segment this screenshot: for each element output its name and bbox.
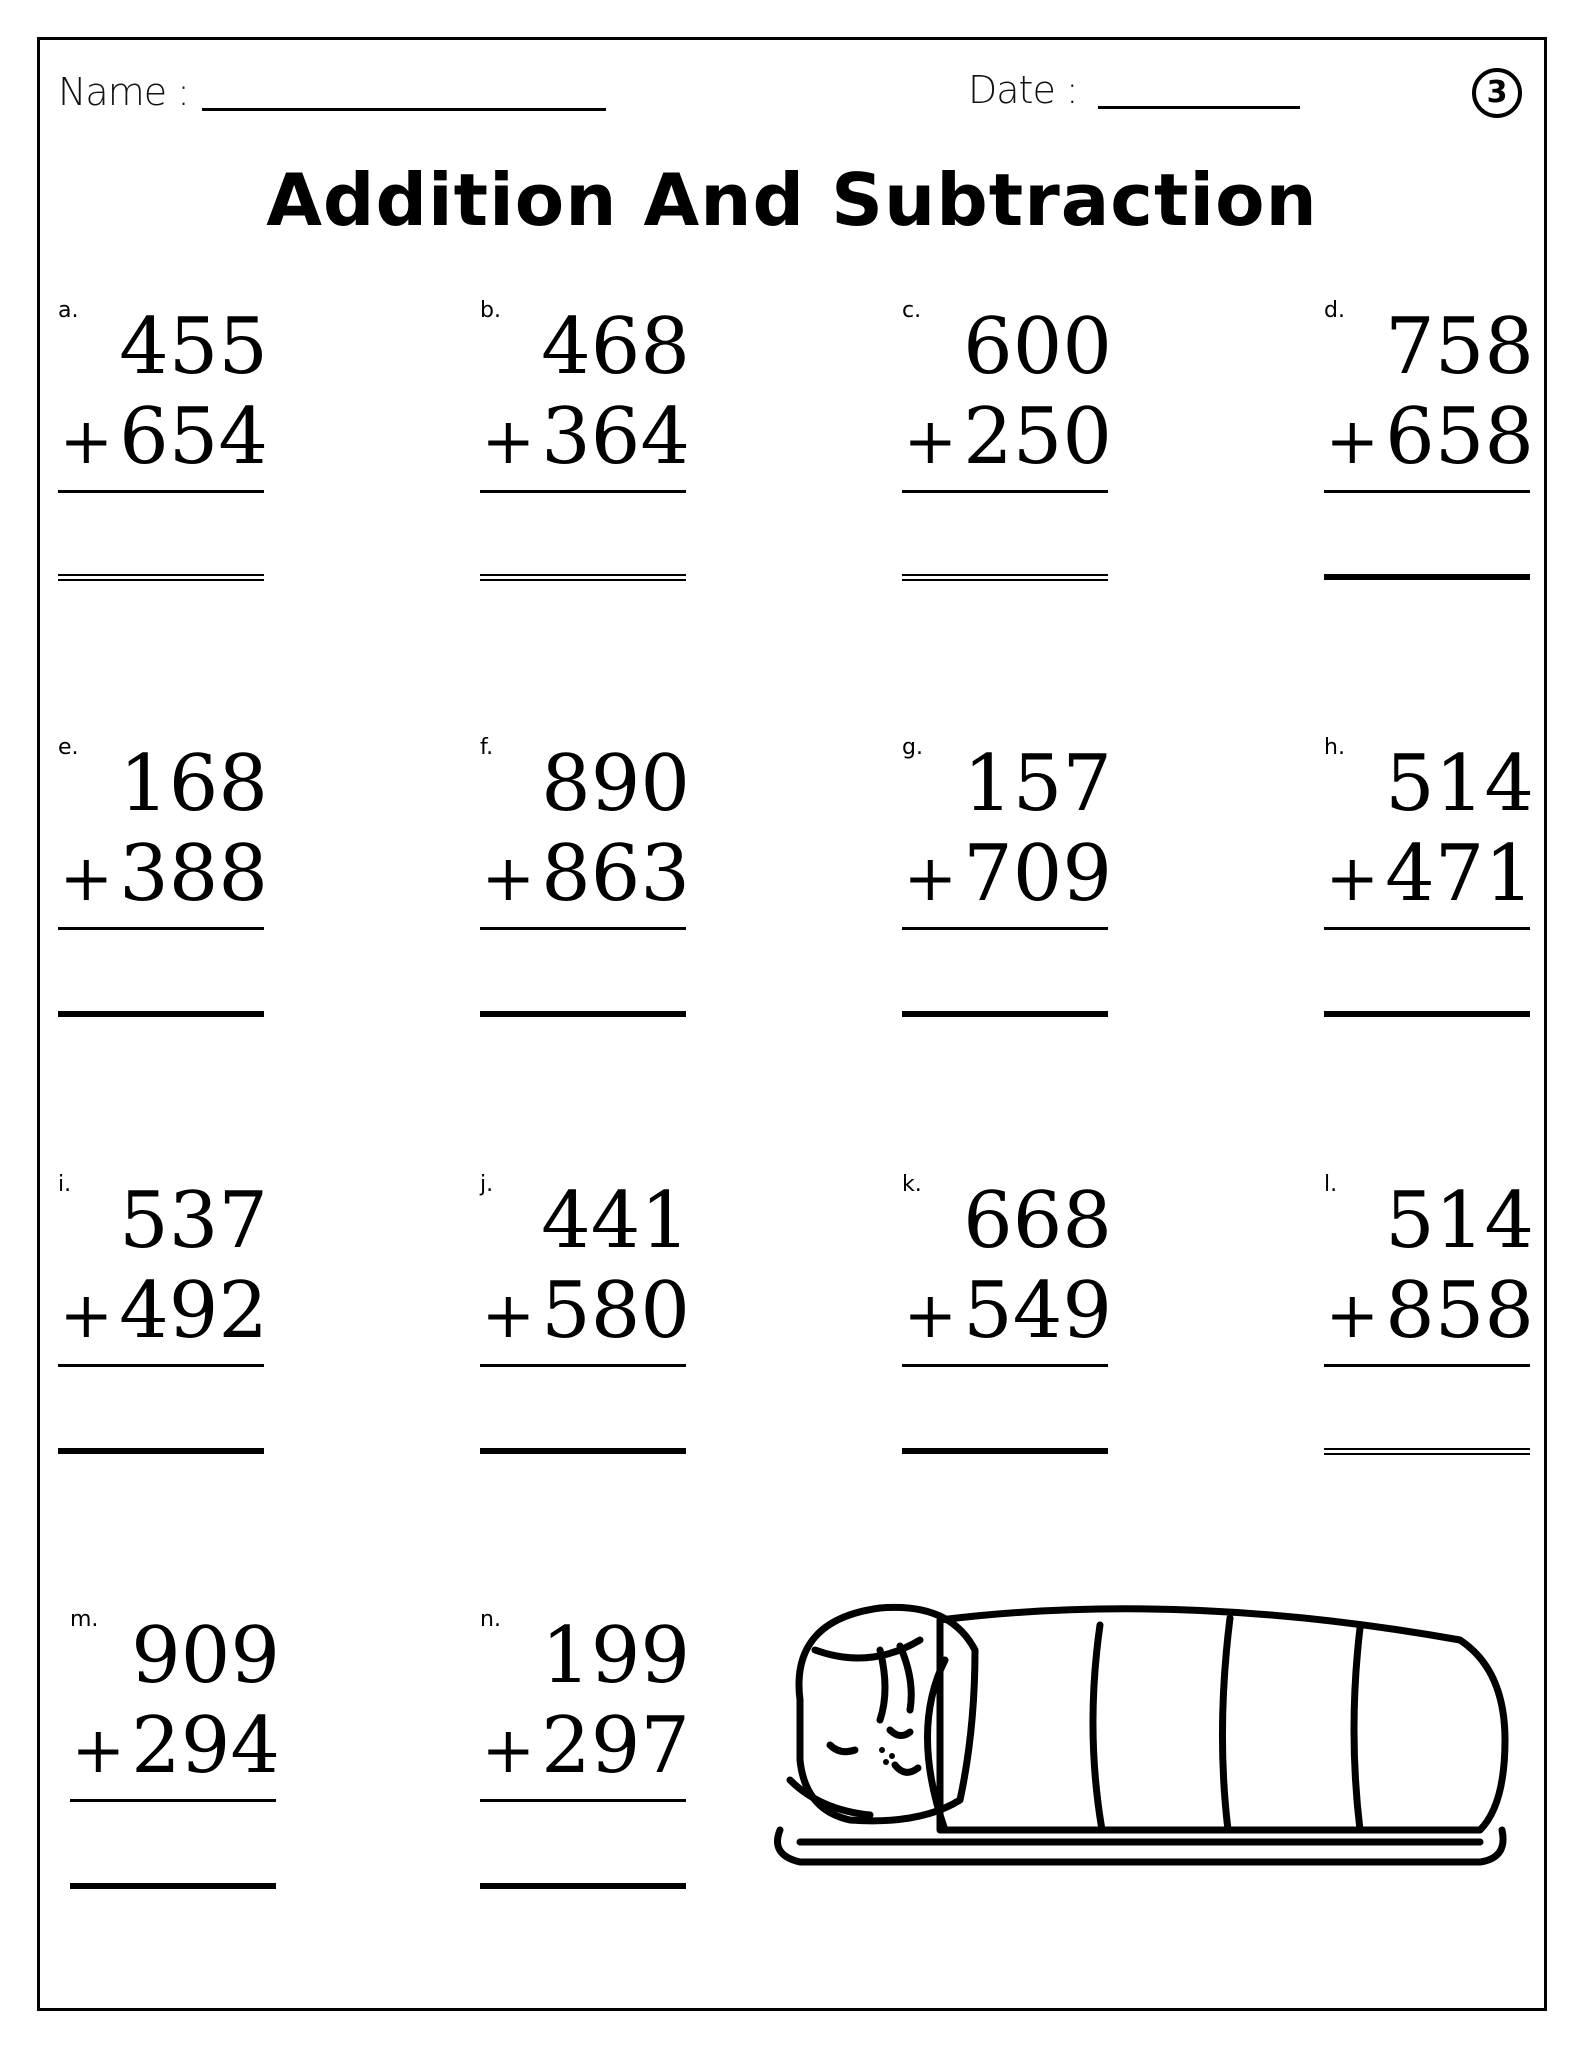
answer-line[interactable] <box>902 574 1108 576</box>
plus-sign: + <box>59 1279 114 1353</box>
first-addend: 668 <box>963 1176 1112 1266</box>
sum-rule <box>58 1364 264 1367</box>
sum-rule <box>902 927 1108 930</box>
problem-k <box>902 1172 1112 1502</box>
plus-sign: + <box>481 1279 536 1353</box>
plus-sign: + <box>481 842 536 916</box>
sum-rule <box>902 490 1108 493</box>
problem-label: k. <box>902 1172 922 1197</box>
date-label: Date : <box>968 68 1078 112</box>
date-field[interactable] <box>1098 106 1300 109</box>
problem-j <box>480 1172 690 1502</box>
problem-label: i. <box>58 1172 72 1197</box>
sum-rule <box>480 927 686 930</box>
answer-line[interactable] <box>58 1448 264 1454</box>
first-addend: 199 <box>541 1611 690 1701</box>
name-label: Name : <box>58 70 189 114</box>
answer-line[interactable] <box>58 1011 264 1017</box>
answer-line[interactable] <box>480 574 686 576</box>
first-addend: 441 <box>541 1176 690 1266</box>
answer-line[interactable] <box>70 1883 276 1889</box>
problem-b <box>480 298 690 628</box>
problem-label: c. <box>902 298 922 323</box>
answer-line[interactable] <box>1324 574 1530 580</box>
sum-rule <box>480 490 686 493</box>
problem-label: g. <box>902 735 923 760</box>
answer-line[interactable] <box>902 1011 1108 1017</box>
sum-rule <box>902 1364 1108 1367</box>
plus-sign: + <box>59 405 114 479</box>
problem-f <box>480 735 690 1065</box>
answer-line[interactable] <box>480 1011 686 1017</box>
second-addend: 858 <box>1385 1266 1534 1356</box>
problem-d <box>1324 298 1534 628</box>
first-addend: 514 <box>1385 1176 1534 1266</box>
answer-line[interactable] <box>58 574 264 576</box>
problem-a <box>58 298 268 628</box>
answer-line[interactable] <box>480 1883 686 1889</box>
plus-sign: + <box>1325 1279 1380 1353</box>
plus-sign: + <box>1325 842 1380 916</box>
answer-line[interactable] <box>1324 1448 1530 1450</box>
problem-label: f. <box>480 735 494 760</box>
problem-label: j. <box>480 1172 494 1197</box>
first-addend: 157 <box>963 739 1112 829</box>
name-field[interactable] <box>202 108 606 111</box>
second-addend: 471 <box>1385 829 1534 919</box>
sum-rule <box>1324 1364 1530 1367</box>
second-addend: 364 <box>541 392 690 482</box>
second-addend: 654 <box>119 392 268 482</box>
first-addend: 758 <box>1385 302 1534 392</box>
sum-rule <box>1324 490 1530 493</box>
first-addend: 468 <box>541 302 690 392</box>
first-addend: 537 <box>119 1176 268 1266</box>
sum-rule <box>58 490 264 493</box>
first-addend: 514 <box>1385 739 1534 829</box>
plus-sign: + <box>71 1714 126 1788</box>
answer-line[interactable] <box>480 1448 686 1454</box>
page-title: Addition And Subtraction <box>266 158 1318 242</box>
second-addend: 492 <box>119 1266 268 1356</box>
problem-g <box>902 735 1112 1065</box>
problem-e <box>58 735 268 1065</box>
second-addend: 388 <box>119 829 268 919</box>
problem-n <box>480 1607 690 1937</box>
sum-rule <box>1324 927 1530 930</box>
problem-label: l. <box>1324 1172 1338 1197</box>
second-addend: 297 <box>541 1701 690 1791</box>
first-addend: 909 <box>131 1611 280 1701</box>
sum-rule <box>58 927 264 930</box>
plus-sign: + <box>481 1714 536 1788</box>
sum-rule <box>480 1364 686 1367</box>
first-addend: 168 <box>119 739 268 829</box>
plus-sign: + <box>1325 405 1380 479</box>
child-in-sleeping-bag-icon <box>760 1580 1520 1880</box>
second-addend: 863 <box>541 829 690 919</box>
sum-rule <box>480 1799 686 1802</box>
problem-label: b. <box>480 298 501 323</box>
second-addend: 709 <box>963 829 1112 919</box>
freckles <box>879 1747 895 1765</box>
plus-sign: + <box>903 405 958 479</box>
answer-line[interactable] <box>1324 1011 1530 1017</box>
second-addend: 294 <box>131 1701 280 1791</box>
first-addend: 890 <box>541 739 690 829</box>
problem-label: e. <box>58 735 79 760</box>
problem-label: h. <box>1324 735 1345 760</box>
plus-sign: + <box>481 405 536 479</box>
answer-line[interactable] <box>902 1448 1108 1454</box>
first-addend: 455 <box>119 302 268 392</box>
second-addend: 549 <box>963 1266 1112 1356</box>
problem-l <box>1324 1172 1534 1502</box>
problem-label: d. <box>1324 298 1345 323</box>
problem-c <box>902 298 1112 628</box>
sum-rule <box>70 1799 276 1802</box>
problem-label: n. <box>480 1607 501 1632</box>
first-addend: 600 <box>963 302 1112 392</box>
page-number-badge: 3 <box>1472 68 1522 118</box>
problem-m <box>70 1607 280 1937</box>
second-addend: 580 <box>541 1266 690 1356</box>
problem-label: a. <box>58 298 79 323</box>
plus-sign: + <box>903 1279 958 1353</box>
problem-h <box>1324 735 1534 1065</box>
plus-sign: + <box>903 842 958 916</box>
second-addend: 250 <box>963 392 1112 482</box>
plus-sign: + <box>59 842 114 916</box>
second-addend: 658 <box>1385 392 1534 482</box>
problem-label: m. <box>70 1607 99 1632</box>
problem-i <box>58 1172 268 1502</box>
